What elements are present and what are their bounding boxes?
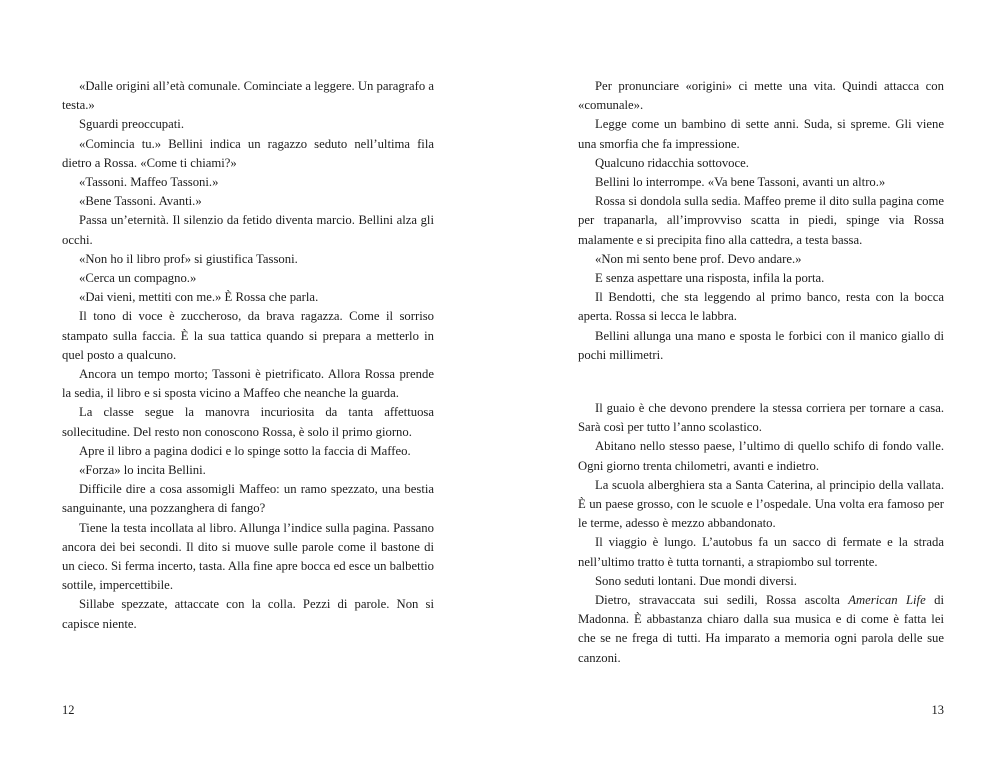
paragraph (62, 77, 434, 115)
page-number-right: 13 (931, 703, 944, 717)
paragraph (578, 269, 944, 288)
paragraph (578, 288, 944, 326)
paragraph-text: Abitano nello stesso paese, l’ultimo di quello schifo di fondo valle. Ogni giorno trenta chilometri, avanti e indietro. (578, 439, 944, 473)
paragraph-text: Ancora un tempo morto; Tassoni è pietrificato. Allora Rossa prende la sedia, il libro e si sposta vicino a Maffeo che neanche la guarda. (62, 367, 434, 401)
paragraph (578, 591, 944, 668)
paragraph-text: Bellini lo interrompe. «Va bene Tassoni, avanti un altro.» (595, 175, 886, 190)
paragraph (578, 115, 944, 153)
paragraph-text: «Bene Tassoni. Avanti.» (79, 194, 202, 209)
page-number-left: 12 (62, 703, 75, 717)
paragraph (578, 192, 944, 250)
paragraph (578, 250, 944, 269)
paragraph-text: Il tono di voce è zuccheroso, da brava ragazza. Come il sorriso stampato sulla faccia. È la sua tattica quando si prepara a metterlo in quel posto a qualcuno. (62, 309, 434, 362)
paragraph-text: «Cerca un compagno.» (79, 271, 197, 286)
paragraph-text: E senza aspettare una risposta, infila la porta. (595, 271, 825, 286)
paragraph (578, 476, 944, 534)
paragraph (62, 307, 434, 365)
page-left (62, 0, 434, 770)
paragraph (62, 173, 434, 192)
paragraph-text: «Dai vieni, mettiti con me.» È Rossa che parla. (79, 290, 319, 305)
paragraph-text: «Non ho il libro prof» si giustifica Tassoni. (79, 251, 298, 266)
paragraph-text: Difficile dire a cosa assomigli Maffeo: un ramo spezzato, una bestia sanguinante, una pozzanghera di fango? (62, 482, 434, 516)
paragraph (62, 595, 434, 633)
paragraph (578, 77, 944, 115)
paragraph (578, 533, 944, 571)
paragraph (62, 461, 434, 480)
paragraph (578, 572, 944, 591)
paragraph (62, 365, 434, 403)
paragraph (578, 399, 944, 437)
paragraph (62, 135, 434, 173)
paragraph (62, 115, 434, 134)
paragraph-text: «Dalle origini all’età comunale. Cominciate a leggere. Un paragrafo a testa.» (62, 79, 434, 113)
paragraph (62, 250, 434, 269)
paragraph-text: Sono seduti lontani. Due mondi diversi. (595, 573, 797, 588)
paragraph-text: Apre il libro a pagina dodici e lo spinge sotto la faccia di Maffeo. (79, 443, 411, 458)
paragraph (62, 269, 434, 288)
page-left-text-column (62, 77, 434, 634)
paragraph-text: Bellini allunga una mano e sposta le forbici con il manico giallo di pochi millimetri. (578, 328, 944, 362)
paragraph-text: Sguardi preoccupati. (79, 117, 184, 132)
paragraph-text: Passa un’eternità. Il silenzio da fetido diventa marcio. Bellini alza gli occhi. (62, 213, 434, 247)
paragraph (62, 211, 434, 249)
paragraph (578, 437, 944, 475)
paragraph (62, 480, 434, 518)
paragraph-text: La classe segue la manovra incuriosita da tanta affettuosa sollecitudine. Del resto non conoscono Rossa, è solo il primo giorno. (62, 405, 434, 439)
paragraph-text: di Madonna. È abbastanza chiaro dalla sua musica e di come è fatta lei che se ne frega di tutti. Ha imparato a memoria ogni parola delle sue canzoni. (578, 593, 944, 665)
paragraph-text: Il guaio è che devono prendere la stessa corriera per tornare a casa. Sarà così per tutto l’anno scolastico. (578, 401, 944, 435)
paragraph-text: Tiene la testa incollata al libro. Allunga l’indice sulla pagina. Passano ancora dei bei secondi. Il dito si muove sulle parole come il bastone di un cieco. Si ferma incerto, tasta. Alla fine apre bocca ed esce un balbettio sottile, impercettibile. (62, 520, 434, 593)
paragraph-text: Dietro, stravaccata sui sedili, Rossa ascolta (595, 593, 849, 608)
page-right (578, 0, 944, 770)
paragraph-text: «Non mi sento bene prof. Devo andare.» (595, 251, 802, 266)
paragraph (62, 288, 434, 307)
paragraph (578, 327, 944, 365)
paragraph-text: Il Bendotti, che sta leggendo al primo banco, resta con la bocca aperta. Rossa si lecca le labbra. (578, 290, 944, 324)
paragraph-text: «Comincia tu.» Bellini indica un ragazzo seduto nell’ultima fila dietro a Rossa. «Come ti chiami?» (62, 136, 434, 170)
paragraph (62, 519, 434, 596)
paragraph (62, 442, 434, 461)
page-right-text-column (578, 77, 944, 668)
italic-title-text: American Life (848, 593, 926, 608)
paragraph-text: La scuola alberghiera sta a Santa Caterina, al principio della vallata. È un paese grosso, con le scuole e l’ospedale. Una volta era famoso per le terme, adesso è mezzo abbandonato. (578, 477, 944, 531)
paragraph (62, 192, 434, 211)
paragraph-text: «Tassoni. Maffeo Tassoni.» (79, 175, 219, 190)
paragraph (578, 154, 944, 173)
paragraph-text: Il viaggio è lungo. L’autobus fa un sacco di fermate e la strada nell’ultimo tratto è tutta tornanti, a strapiombo sul torrente. (578, 535, 944, 569)
paragraph (578, 173, 944, 192)
paragraph-text: Qualcuno ridacchia sottovoce. (595, 155, 749, 170)
paragraph-text: Rossa si dondola sulla sedia. Maffeo preme il dito sulla pagina come per trapanarla, all’improvviso scatta in piedi, spinge via Rossa malamente e si precipita fino alla cattedra, a testa bassa. (578, 194, 944, 247)
paragraph (62, 403, 434, 441)
paragraph-text: Legge come un bambino di sette anni. Suda, si spreme. Gli viene una smorfia che fa impressione. (578, 117, 944, 151)
paragraph-text: Per pronunciare «origini» ci mette una vita. Quindi attacca con «comunale». (578, 79, 944, 113)
paragraph-text: «Forza» lo incita Bellini. (79, 463, 206, 478)
paragraph-text: Sillabe spezzate, attaccate con la colla. Pezzi di parole. Non si capisce niente. (62, 597, 434, 631)
